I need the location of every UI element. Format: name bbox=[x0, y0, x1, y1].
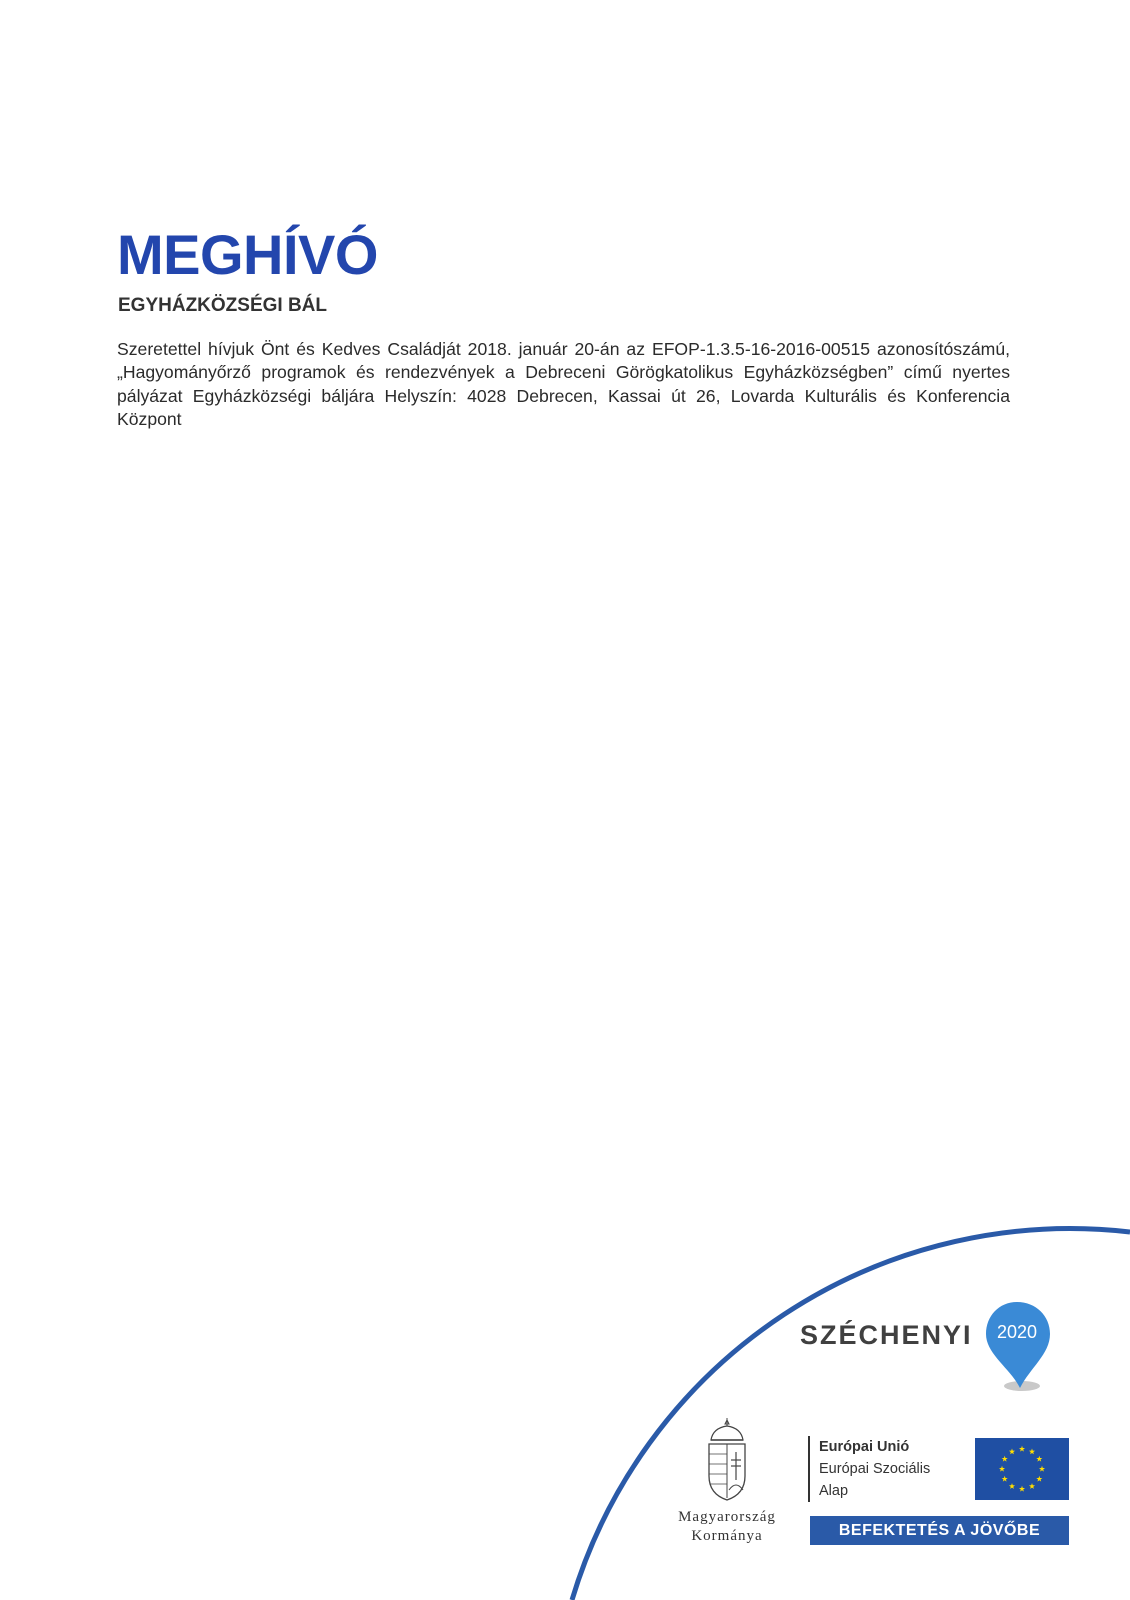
invitation-text: Szeretettel hívjuk Önt és Kedves Családját 2018. január 20-án az EFOP-1.3.5-16-2016-00515 azonosítószámú, „Hagyományőrző programok és rendezvények a Debreceni Görögkatolikus Egyházközségben” című nyertes pályázat Egyházközségi báljára Helyszín: 4028 Debrecen, Kassai út 26, Lovarda Kulturális és Konferencia Központ bbox=[117, 339, 1010, 429]
coat-of-arms-icon bbox=[705, 1418, 749, 1502]
government-name bbox=[652, 1508, 802, 1546]
page-title: MEGHÍVÓ bbox=[117, 223, 378, 286]
szechenyi-pin-icon bbox=[982, 1298, 1056, 1394]
government-line-1: Magyarország bbox=[678, 1509, 776, 1525]
eu-line-3: Alap bbox=[819, 1483, 849, 1499]
page-subtitle: EGYHÁZKÖZSÉGI BÁL bbox=[118, 295, 328, 316]
investment-banner: BEFEKTETÉS A JÖVŐBE bbox=[810, 1516, 1069, 1545]
eu-line-2: Európai Szociális bbox=[819, 1461, 931, 1477]
szechenyi-label: SZÉCHENYI bbox=[800, 1320, 973, 1350]
szechenyi-year: 2020 bbox=[996, 1322, 1038, 1342]
eu-divider bbox=[808, 1436, 810, 1502]
eu-flag-icon bbox=[975, 1438, 1069, 1500]
eu-fund-label bbox=[819, 1436, 930, 1502]
eu-line-1: Európai Unió bbox=[819, 1439, 910, 1455]
government-line-2: Kormánya bbox=[691, 1528, 763, 1544]
